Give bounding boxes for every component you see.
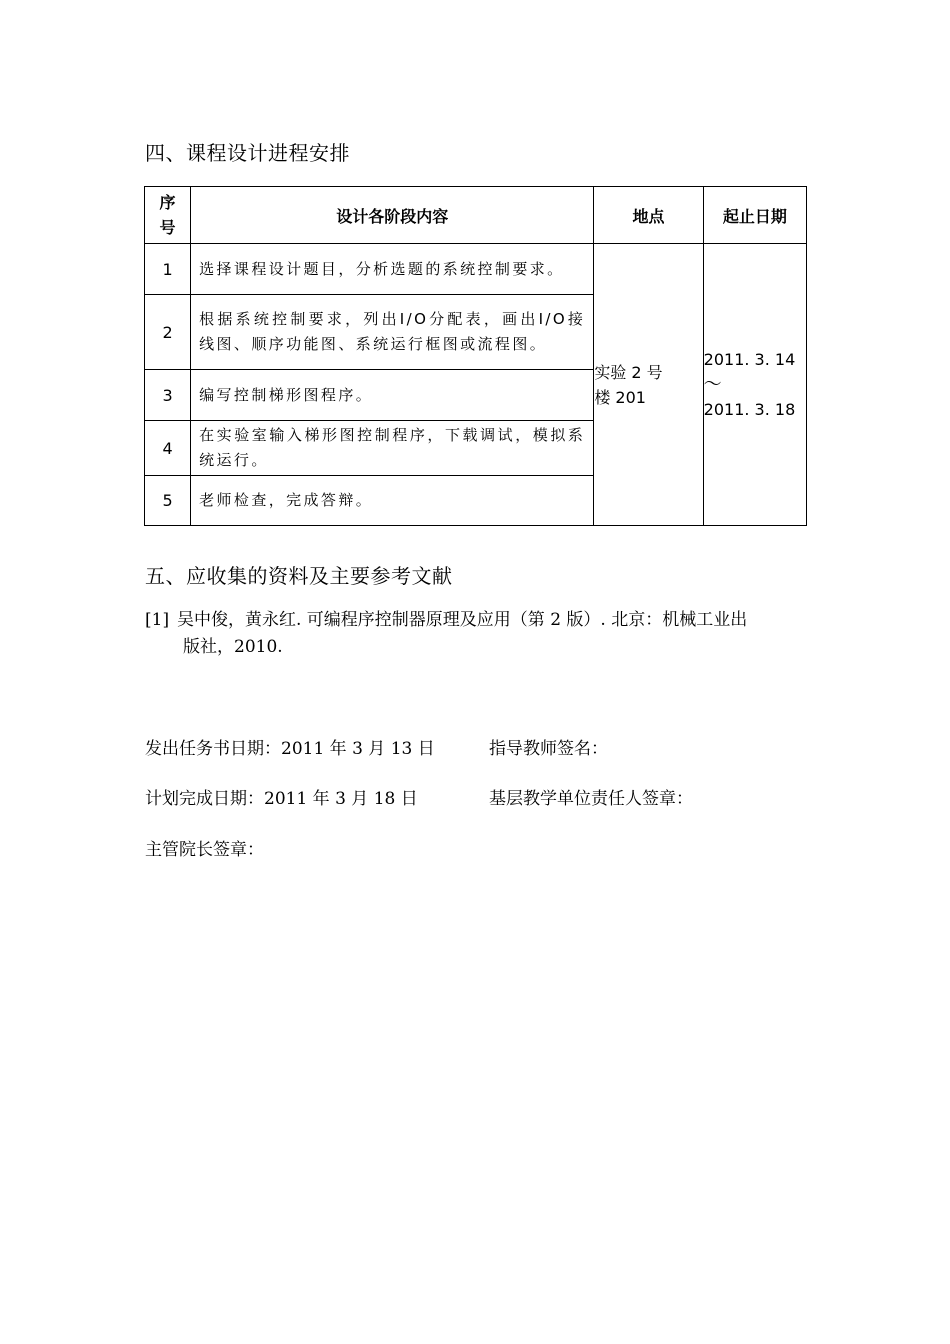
- section5-title: 五、应收集的资料及主要参考文献: [145, 564, 453, 588]
- row-no: 3: [145, 370, 191, 421]
- place-line2: 楼 201: [594, 387, 646, 407]
- row-content: 选择课程设计题目，分析选题的系统控制要求。: [191, 244, 594, 295]
- table-header-row: [145, 187, 807, 244]
- reference-item: [145, 607, 807, 661]
- date-cell: [703, 244, 806, 526]
- place-cell: [594, 244, 703, 526]
- plan-completion-date: 计划完成日期：2011 年 3 月 18 日: [145, 789, 418, 809]
- date-start: 2011. 3. 14: [703, 350, 796, 369]
- header-place: 地点: [594, 187, 703, 244]
- reference-line1: [145, 607, 807, 634]
- row-content: 老师检查，完成答辩。: [191, 476, 594, 526]
- place-line1: 实验 2 号: [594, 362, 663, 382]
- advisor-signature-label: 指导教师签名：: [489, 739, 608, 759]
- reference-text-line2: 版社，2010.: [183, 637, 283, 657]
- date-separator: ～: [703, 374, 722, 395]
- section4-title: 四、课程设计进程安排: [145, 141, 350, 165]
- row-content: 根据系统控制要求，列出I/O分配表，画出I/O接线图、顺序功能图、系统运行框图或流程图。: [191, 295, 594, 370]
- row-no: 4: [145, 421, 191, 476]
- header-date: 起止日期: [703, 187, 806, 244]
- table-row: [145, 244, 807, 295]
- date-end: 2011. 3. 18: [703, 400, 796, 419]
- issue-date: 发出任务书日期：2011 年 3 月 13 日: [145, 739, 435, 759]
- header-no: [145, 187, 191, 244]
- dean-signature-label: 主管院长签章：: [145, 840, 264, 860]
- schedule-table: [144, 186, 807, 526]
- row-no: 1: [145, 244, 191, 295]
- row-content: 编写控制梯形图程序。: [191, 370, 594, 421]
- row-no: 5: [145, 476, 191, 526]
- header-content: 设计各阶段内容: [191, 187, 594, 244]
- row-no: 2: [145, 295, 191, 370]
- unit-responsible-signature-label: 基层教学单位责任人签章：: [489, 789, 693, 809]
- row-content: 在实验室输入梯形图控制程序，下载调试，模拟系统运行。: [191, 421, 594, 476]
- header-no-line2: 号: [159, 218, 176, 237]
- reference-number: [1]: [145, 610, 170, 630]
- reference-text-line1: 吴中俊，黄永红. 可编程序控制器原理及应用（第 2 版）. 北京：机械工业出: [177, 610, 748, 630]
- header-no-line1: 序: [159, 193, 176, 212]
